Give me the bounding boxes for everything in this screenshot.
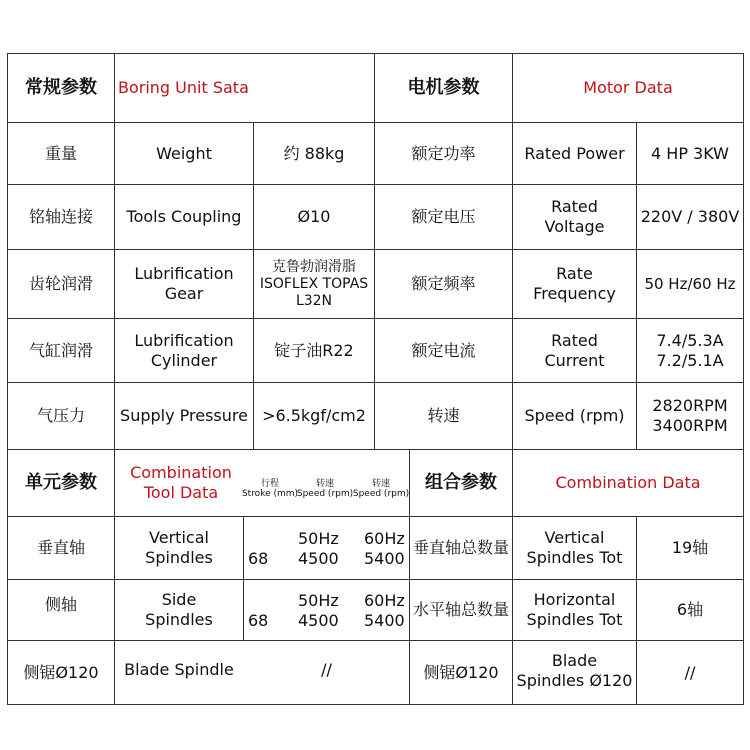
motor-value: 4 HP 3KW xyxy=(651,143,729,163)
combo-label-en: Vertical Spindles Tot xyxy=(526,528,623,567)
label-zh: 齿轮润滑 xyxy=(28,274,93,293)
hz-50: 50Hz xyxy=(298,529,339,548)
hz-60: 60Hz xyxy=(364,529,405,548)
value: 约 88kg xyxy=(283,143,345,163)
combo-value: 6轴 xyxy=(676,600,704,619)
section-title-motor: 电机参数 xyxy=(407,77,480,98)
col-speed-60-en: Speed (rpm) xyxy=(352,489,410,499)
value: // xyxy=(321,660,332,679)
motor-label-en: Rated Power xyxy=(524,143,625,163)
label-zh: 侧锯Ø120 xyxy=(23,662,99,682)
col-stroke-zh: 行程 xyxy=(260,479,279,489)
label-zh: 侧轴 xyxy=(44,595,77,614)
combo-label-zh: 垂直轴总数量 xyxy=(412,538,509,557)
col-stroke-en: Stroke (mm) xyxy=(241,489,299,499)
label-en: Supply Pressure xyxy=(120,406,248,425)
grid-line xyxy=(743,53,744,705)
section-title-motor-en: Motor Data xyxy=(583,78,673,97)
combo-label-zh: 水平轴总数量 xyxy=(412,600,509,619)
label-zh: 垂直轴 xyxy=(36,538,85,557)
label-zh: 气缸润滑 xyxy=(28,340,93,360)
label-en: Lubrification Cylinder xyxy=(134,330,234,370)
value: 锭子油R22 xyxy=(274,340,354,360)
value: 克鲁勃润滑脂 ISOFLEX TOPAS L32N xyxy=(259,258,369,309)
label-en: Blade Spindle xyxy=(124,660,234,679)
label-zh: 重量 xyxy=(44,143,77,163)
label-en: Lubrification Gear xyxy=(134,264,234,303)
rpm-60: 5400 xyxy=(364,549,405,568)
label-zh: 气压力 xyxy=(36,406,85,425)
rpm-60: 5400 xyxy=(364,611,405,630)
motor-label-en: Rate Frequency xyxy=(533,264,616,303)
rpm-50: 4500 xyxy=(298,611,339,630)
label-en: Side Spindles xyxy=(145,590,213,629)
motor-label-zh: 额定功率 xyxy=(411,143,476,163)
motor-label-en: Speed (rpm) xyxy=(524,406,625,425)
label-en: Tools Coupling xyxy=(126,207,242,226)
col-stroke xyxy=(238,479,302,499)
value: >6.5kgf/cm2 xyxy=(262,406,366,425)
combo-value: 19轴 xyxy=(671,538,709,557)
section-title-combination-en: Combination Data xyxy=(555,473,701,492)
section-title-general-en: Boring Unit Sata xyxy=(118,78,249,97)
hz-50: 50Hz xyxy=(298,591,339,610)
motor-value: 7.4/5.3A 7.2/5.1A xyxy=(656,330,724,370)
section-title-general: 常规参数 xyxy=(25,77,97,98)
motor-label-zh: 额定电压 xyxy=(411,207,476,226)
motor-value: 2820RPM 3400RPM xyxy=(652,396,728,435)
stroke-value: 68 xyxy=(248,549,269,568)
col-speed-50 xyxy=(294,479,356,499)
section-title-unit: 单元参数 xyxy=(25,472,97,493)
grid-line xyxy=(243,516,244,640)
col-speed-60 xyxy=(351,479,411,499)
label-zh: 铭轴连接 xyxy=(28,207,93,226)
col-speed-50-en: Speed (rpm) xyxy=(296,489,354,499)
section-title-unit-en: Combination Tool Data xyxy=(130,463,232,502)
stroke-value: 68 xyxy=(248,611,269,630)
label-en: Vertical Spindles xyxy=(145,528,213,567)
combo-label-zh: 侧锯Ø120 xyxy=(423,662,499,682)
col-speed-50-zh: 转速 xyxy=(315,479,334,489)
motor-label-en: Rated Voltage xyxy=(544,197,605,236)
col-speed-60-zh: 转速 xyxy=(371,479,390,489)
hz-60: 60Hz xyxy=(364,591,405,610)
motor-label-zh: 额定频率 xyxy=(411,274,476,293)
motor-label-zh: 额定电流 xyxy=(411,340,476,360)
combo-label-en: Blade Spindles Ø120 xyxy=(516,651,633,690)
rpm-50: 4500 xyxy=(298,549,339,568)
label-en: Weight xyxy=(156,143,212,163)
motor-value: 220V / 380V xyxy=(640,207,740,226)
motor-value: 50 Hz/60 Hz xyxy=(644,275,736,293)
section-title-combination: 组合参数 xyxy=(425,472,497,493)
value: Ø10 xyxy=(297,207,331,226)
combo-value: // xyxy=(684,662,696,682)
motor-label-zh: 转速 xyxy=(427,406,460,425)
combo-label-en: Horizontal Spindles Tot xyxy=(526,590,623,629)
grid-line xyxy=(7,704,743,705)
motor-label-en: Rated Current xyxy=(544,330,605,370)
